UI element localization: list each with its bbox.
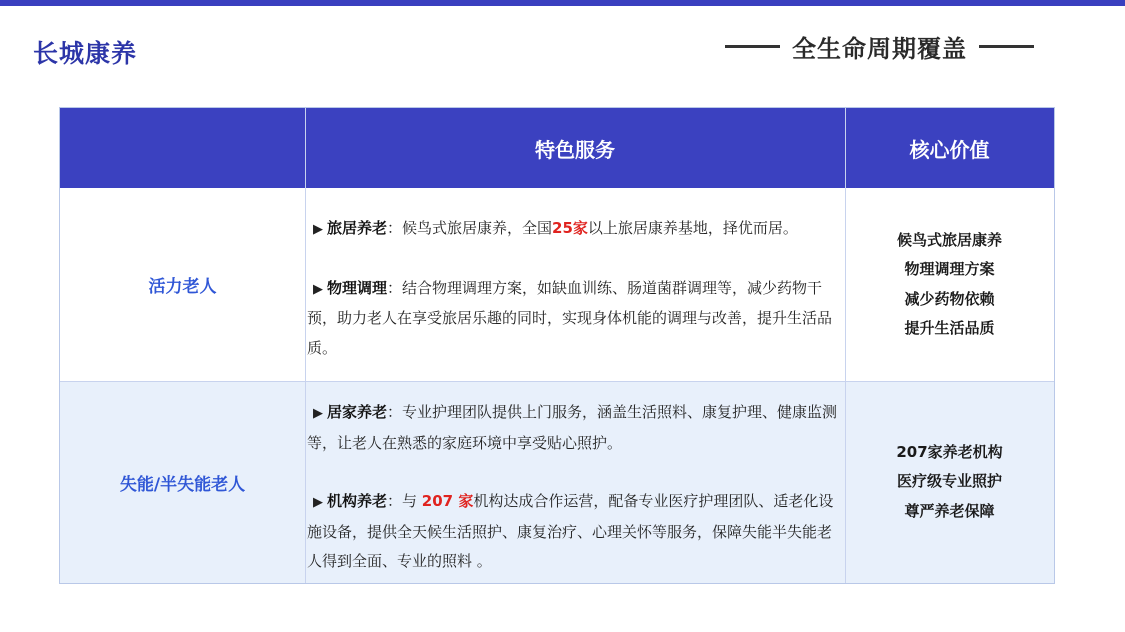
header-value: 核心价值 xyxy=(845,108,1054,188)
header-corner-cell xyxy=(60,108,305,188)
brand-title: 长城康养 xyxy=(33,39,138,68)
header-service: 特色服务 xyxy=(305,108,845,188)
service-title: 物理调理 xyxy=(327,278,388,297)
row-label-active-elderly: 活力老人 xyxy=(60,188,305,381)
service-highlight: 207 家 xyxy=(421,492,474,510)
service-text: ：专业护理团队提供上门服务，涵盖生活照料、康复护理、健康监测等，让老人在熟悉的家庭环境中享受贴心照护。 xyxy=(307,403,838,452)
value-item: 减少药物依赖 xyxy=(904,289,995,308)
service-item xyxy=(307,487,845,577)
service-item xyxy=(307,274,845,364)
value-item: 医疗级专业照护 xyxy=(896,472,1002,491)
value-item: 提升生活品质 xyxy=(904,319,995,337)
heading-text: 全生命周期覆盖 xyxy=(792,34,967,63)
triangle-bullet-icon: ▶ xyxy=(313,222,323,237)
top-accent-bar xyxy=(0,0,1125,6)
triangle-bullet-icon: ▶ xyxy=(313,495,323,510)
section-heading xyxy=(725,28,1034,64)
services-table xyxy=(59,107,1055,584)
service-title: 机构养老 xyxy=(327,492,388,510)
row-services-active-elderly xyxy=(305,188,845,381)
triangle-bullet-icon: ▶ xyxy=(313,281,323,297)
triangle-bullet-icon: ▶ xyxy=(313,406,323,421)
service-text: ：候鸟式旅居康养，全国 xyxy=(387,219,553,237)
row-services-disabled-elderly xyxy=(305,381,845,583)
service-text: ：结合物理调理方案，如缺血训练、肠道菌群调理等，减少药物干预，助力老人在享受旅居乐趣的同时，实现身体机能的调理与改善，提升生活品质。 xyxy=(307,278,833,357)
service-title: 居家养老 xyxy=(327,403,388,421)
row-label-disabled-elderly: 失能/半失能老人 xyxy=(60,381,305,583)
heading-left-rule xyxy=(725,45,780,48)
value-item: 尊严养老保障 xyxy=(904,501,995,520)
service-text: 机构达成合作运营，配备专业医疗护理团队、适老化设施设备，提供全天候生活照护、康复治疗、心理关怀等服务，保障失能半失能老人得到全面、专业的照料 。 xyxy=(307,492,834,570)
row-values-active-elderly xyxy=(845,188,1054,381)
row-values-disabled-elderly xyxy=(845,381,1054,583)
value-item: 207家养老机构 xyxy=(896,442,1003,461)
column-divider xyxy=(845,108,846,583)
row-divider xyxy=(60,381,1054,382)
value-item: 物理调理方案 xyxy=(904,260,995,278)
service-text: ：与 xyxy=(387,492,422,510)
service-highlight: 25家 xyxy=(552,219,588,237)
column-divider xyxy=(305,108,306,583)
service-item xyxy=(307,214,845,245)
service-title: 旅居养老 xyxy=(327,219,388,237)
heading-right-rule xyxy=(979,45,1034,48)
value-item: 候鸟式旅居康养 xyxy=(896,230,1002,249)
service-text: 以上旅居康养基地，择优而居。 xyxy=(587,219,798,237)
service-item xyxy=(307,398,845,458)
